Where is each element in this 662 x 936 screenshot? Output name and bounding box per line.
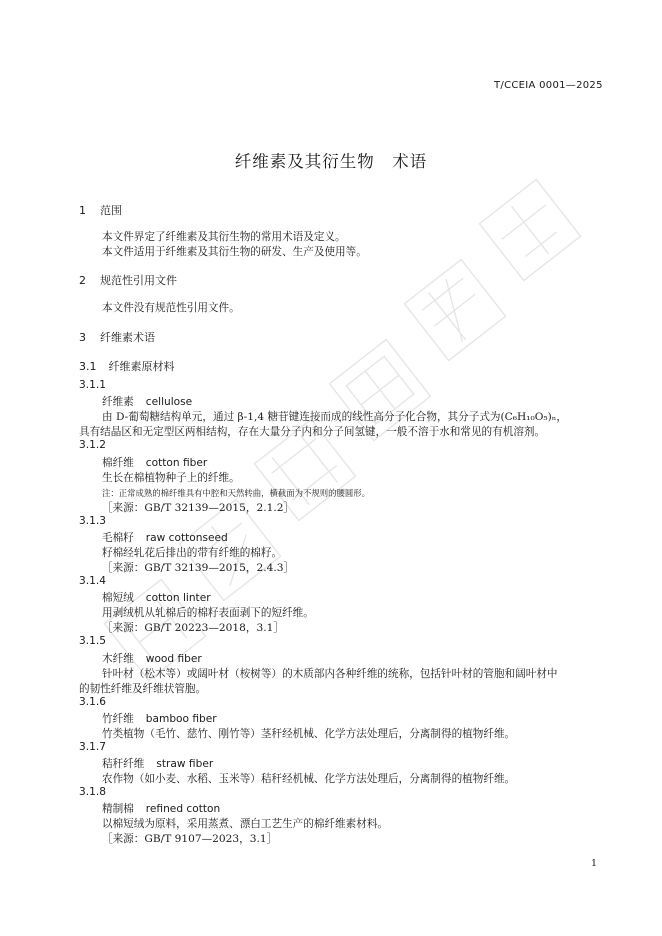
- section-title: 规范性引用文件: [100, 274, 177, 287]
- entry-definition-continued: 具有结晶区和无定型区两相结构，存在大量分子内和分子间氢键，一般不溶于水和常见的有机溶剂。: [79, 426, 546, 438]
- subsection-3-1-heading: [79, 358, 175, 374]
- entry-definition: 针叶材（松木等）或阔叶材（桉树等）的木质部内各种纤维的统称，包括针叶材的管胞和阔叶材中: [102, 668, 558, 680]
- entry-id: 3.1.6: [79, 696, 106, 708]
- entry-id: 3.1.3: [79, 515, 106, 527]
- entry-definition-continued: 的韧性纤维及纤维状管胞。: [79, 683, 207, 695]
- term-en: cellulose: [145, 396, 193, 408]
- entry-term: [102, 530, 228, 545]
- term-zh: 木纤维: [102, 653, 134, 665]
- subsection-number: 3.1: [79, 360, 97, 373]
- entry-definition: 用剥绒机从轧棉后的棉籽表面剥下的短纤维。: [102, 607, 314, 619]
- entry-source: ［来源：GB/T 20223—2018，3.1］: [102, 622, 284, 634]
- scope-paragraph-2: 本文件适用于纤维素及其衍生物的研发、生产及使用等。: [102, 246, 367, 258]
- entry-term: [102, 590, 211, 605]
- entry-definition: 籽棉经轧花后排出的带有纤维的棉籽。: [102, 547, 283, 559]
- term-zh: 棉短绒: [102, 592, 134, 604]
- entry-id: 3.1.4: [79, 575, 106, 587]
- entry-definition: 生长在棉植物种子上的纤维。: [102, 472, 240, 484]
- section-title: 纤维素术语: [100, 331, 155, 344]
- entry-definition: 竹类植物（毛竹、慈竹、刚竹等）茎秆经机械、化学方法处理后，分离制得的植物纤维。: [102, 728, 516, 740]
- term-zh: 纤维素: [102, 396, 134, 408]
- term-zh: 棉纤维: [102, 457, 134, 469]
- term-zh: 竹纤维: [102, 713, 134, 725]
- term-zh: 毛棉籽: [102, 532, 134, 544]
- entry-term: [102, 651, 202, 666]
- page-number: 1: [591, 858, 598, 869]
- entry-definition: 由 D-葡萄糖结构单元，通过 β-1,4 糖苷键连接而成的线性高分子化合物，其分子式为(C₆H₁₀O₅)ₙ，: [102, 411, 567, 423]
- section-2-heading: [79, 272, 177, 288]
- entry-source: ［来源：GB/T 9107—2023，3.1］: [102, 833, 278, 845]
- entry-id: 3.1.7: [79, 741, 106, 753]
- standard-code: T/CCEIA 0001—2025: [494, 80, 603, 91]
- entry-id: 3.1.1: [79, 379, 106, 391]
- entry-definition: 以棉短绒为原料，采用蒸煮、漂白工艺生产的棉纤维素材料。: [102, 818, 389, 830]
- entry-term: [102, 711, 217, 726]
- section-3-heading: [79, 329, 155, 345]
- term-en: raw cottonseed: [145, 532, 228, 544]
- subsection-title: 纤维素原材料: [108, 360, 175, 373]
- entry-id: 3.1.5: [79, 635, 106, 647]
- entry-id: 3.1.2: [79, 439, 106, 451]
- page-title: 纤维素及其衍生物 术语: [234, 152, 428, 171]
- term-zh: 精制棉: [102, 803, 134, 815]
- term-en: straw fiber: [156, 758, 214, 770]
- entry-note: 注：正常成熟的棉纤维具有中腔和天然转曲，横截面为不规则的腰圆形。: [102, 488, 370, 498]
- entry-id: 3.1.8: [79, 786, 106, 798]
- term-en: bamboo fiber: [145, 713, 217, 725]
- section-number: 2: [79, 274, 86, 287]
- term-en: wood fiber: [145, 653, 202, 665]
- entry-source: ［来源：GB/T 32139—2015，2.1.2］: [102, 502, 295, 514]
- term-en: refined cotton: [145, 803, 221, 815]
- entry-term: [102, 394, 192, 409]
- entry-definition: 农作物（如小麦、水稻、玉米等）秸秆经机械、化学方法处理后，分离制得的植物纤维。: [102, 773, 516, 785]
- term-zh: 秸秆纤维: [102, 758, 145, 770]
- section-number: 1: [79, 204, 86, 217]
- section-title: 范围: [100, 204, 122, 217]
- term-en: cotton fiber: [145, 457, 208, 469]
- scope-paragraph-1: 本文件界定了纤维素及其衍生物的常用术语及定义。: [102, 231, 346, 243]
- entry-term: [102, 756, 213, 771]
- entry-term: [102, 455, 207, 470]
- term-en: cotton linter: [145, 592, 211, 604]
- entry-source: ［来源：GB/T 32139—2015，2.4.3］: [102, 562, 295, 574]
- normative-paragraph: 本文件没有规范性引用文件。: [102, 302, 240, 314]
- section-1-heading: [79, 202, 122, 218]
- section-number: 3: [79, 331, 86, 344]
- entry-term: [102, 801, 220, 816]
